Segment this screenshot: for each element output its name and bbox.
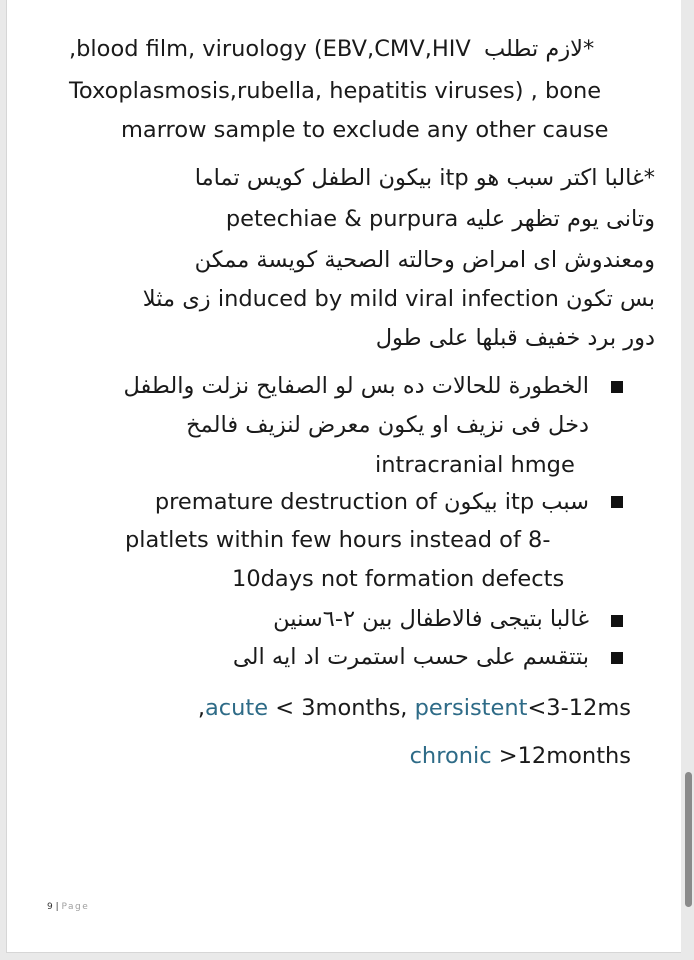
acute-label: acute	[204, 695, 269, 721]
classification-line2	[410, 741, 631, 771]
bullet1-line2: دخل فى نزيف او يكون معرض لنزيف فالمخ	[186, 412, 589, 438]
page-number: 9 |	[47, 902, 62, 912]
classification-line1	[198, 693, 631, 723]
bullet1-line1: الخطورة للحالات ده بس لو الصفايح نزلت والطفل	[123, 373, 589, 399]
para1-line1-ltr: ,blood film, viruology (EBV,CMV,HIV	[69, 36, 471, 62]
para1-line2: Toxoplasmosis,rubella, hepatitis viruses) , bone	[69, 78, 602, 104]
acute-value: < 3months,	[268, 695, 415, 721]
para1-line3: marrow sample to exclude any other cause	[121, 117, 609, 143]
comma-start: ,	[197, 695, 205, 721]
page-word: Page	[61, 902, 90, 912]
persistent-label: persistent	[414, 695, 528, 721]
bullet3-line1: غالبا بتيجى فالاطفال بين ٢-٦سنين	[273, 606, 589, 632]
vertical-scrollbar[interactable]	[685, 772, 692, 907]
chronic-label: chronic	[409, 743, 492, 769]
bullet2-line2: platlets within few hours instead of 8-	[125, 527, 551, 553]
bullet-square-icon	[611, 652, 623, 664]
bullet4-line1: بتتقسم على حسب استمرت اد ايه الى	[232, 644, 589, 670]
bullet2-line1: سبب itp بيكون premature destruction of	[154, 489, 589, 515]
bullet-square-icon	[611, 496, 623, 508]
para2-line2: وتانى يوم تظهر عليه petechiae & purpura	[225, 206, 655, 232]
document-page	[6, 0, 681, 953]
page-footer	[47, 902, 89, 912]
bullet2-line3: 10days not formation defects	[232, 566, 565, 592]
bullet-square-icon	[611, 615, 623, 627]
bullet1-line3: intracranial hmge	[375, 452, 575, 478]
para2-line3: ومعندوش اى امراض وحالته الصحية كويسة ممكن	[194, 247, 655, 273]
para1-line1	[69, 34, 655, 64]
para2-line1: *غالبا اكتر سبب هو itp بيكون الطفل كويس تماما	[194, 165, 655, 191]
persistent-value: <3-12ms	[527, 695, 631, 721]
chronic-value: >12months	[491, 743, 631, 769]
bullet-square-icon	[611, 381, 623, 393]
para2-line5: دور برد خفيف قبلها على طول	[375, 325, 655, 351]
para2-line4: بس تكون induced by mild viral infection زى مثلا	[142, 286, 655, 312]
para1-line1-rtl: *لازم تطلب	[483, 36, 595, 62]
